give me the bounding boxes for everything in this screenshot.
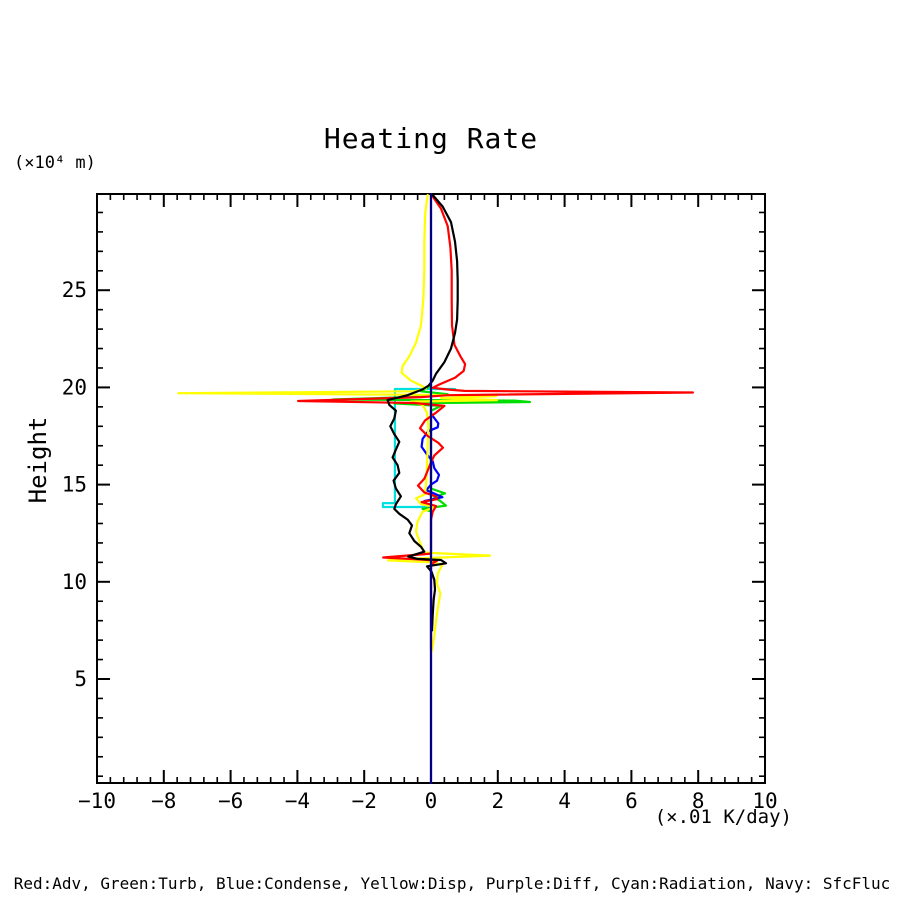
svg-text:4: 4 (558, 789, 571, 813)
svg-text:−6: −6 (217, 789, 244, 813)
svg-text:10: 10 (61, 569, 87, 594)
chart-title: Heating Rate (323, 122, 539, 155)
svg-text:8: 8 (691, 789, 705, 813)
y-axis-unit-label: (×10⁴ m) (14, 153, 96, 173)
svg-text:2: 2 (491, 789, 505, 813)
y-axis-title: Height (24, 416, 52, 504)
svg-text:6: 6 (625, 789, 638, 813)
svg-text:10: 10 (752, 789, 778, 813)
svg-text:20: 20 (61, 375, 87, 400)
svg-text:−2: −2 (351, 789, 377, 813)
svg-text:−8: −8 (151, 789, 177, 813)
x-axis-unit-label: (×.01 K/day) (654, 806, 792, 828)
svg-text:−10: −10 (78, 789, 116, 813)
svg-text:0: 0 (424, 789, 438, 813)
svg-text:15: 15 (61, 472, 87, 497)
svg-text:−4: −4 (284, 789, 311, 813)
legend-caption: Red:Adv, Green:Turb, Blue:Condense, Yellow:Disp, Purple:Diff, Cyan:Radiation, Navy: SfcFluc (13, 874, 891, 893)
svg-text:25: 25 (61, 278, 87, 303)
svg-text:5: 5 (74, 667, 87, 692)
